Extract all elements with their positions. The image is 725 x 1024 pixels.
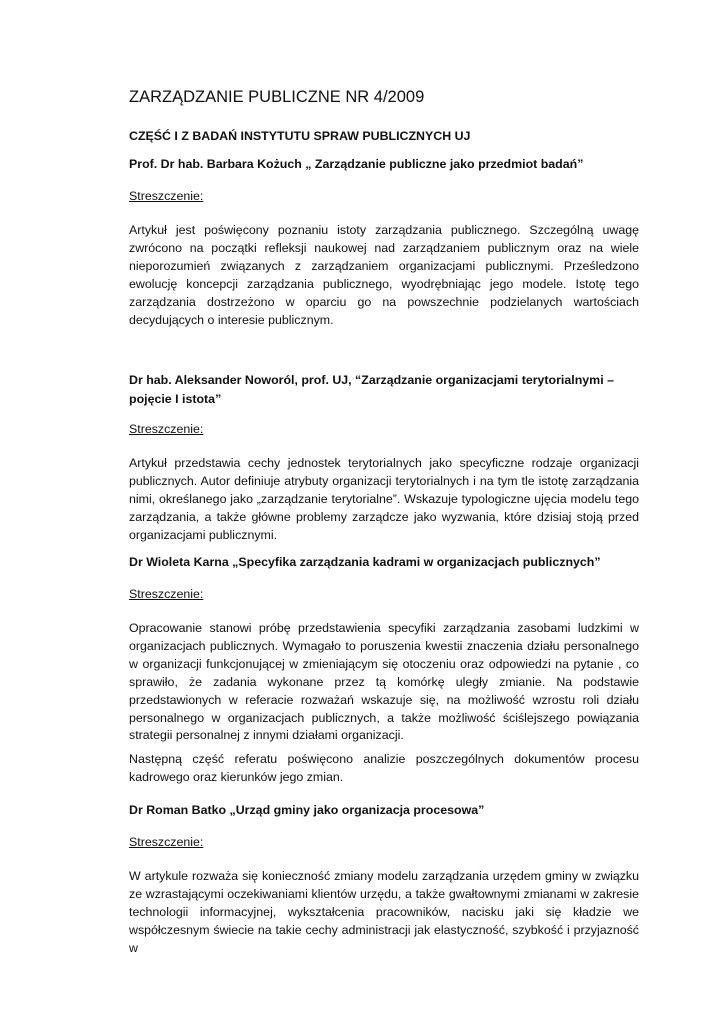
article-3-heading: Dr Wioleta Karna „Specyfika zarządzania kadrami w organizacjach publicznych” — [129, 555, 601, 569]
article-1-summary-label: Streszczenie: — [129, 189, 204, 203]
part-heading: CZĘŚĆ I Z BADAŃ INSTYTUTU SPRAW PUBLICZNYCH UJ — [129, 129, 471, 143]
article-2-summary-text: Artykuł przedstawia cechy jednostek terytorialnych jako specyficzne rodzaje organizacji publicznych. Autor definiuje atrybuty organizacji terytorialnych i na tym tle istotę zarządzania nimi, określanego jako „zarządzanie terytorialne”. Wskazuje typologiczne ujęcia modelu tego zarządzania, a także główne problemy zarządcze jako wyzwania, które dzisiaj stoją przed organizacjami publicznymi. — [129, 456, 639, 542]
article-1-heading: Prof. Dr hab. Barbara Kożuch „ Zarządzanie publiczne jako przedmiot badań” — [129, 157, 584, 171]
article-3-summary-text-1: Opracowanie stanowi próbę przedstawienia specyfiki zarządzania zasobami ludzkimi w organizacjach publicznych. Wymagało to poruszenia kwestii znaczenia działu personalnego w organizacji funkcjonującej w zmieniającym się otoczeniu oraz odpowiedzi na pytanie , co sprawiło, że zadania wykonane przez tą komórkę uległy zmianie. Na podstawie przedstawionych w referacie rozważań wskazuje się, na możliwość wzrostu roli działu personalnego w organizacjach publicznych, a także możliwość ściślejszego powiązania strategii personalnej z innymi działami organizacji. — [129, 621, 639, 743]
article-1-summary-text: Artykuł jest poświęcony poznaniu istoty zarządzania publicznego. Szczególną uwagę zwrócono na początki refleksji naukowej nad zarządzaniem publicznym oraz na wiele nieporozumień związanych z zarządzaniem organizacjami publicznymi. Prześledzono ewolucję koncepcji zarządzania publicznego, wyodrębniając jego modele. Istotę tego zarządzania dostrzeżono w oparciu go na powszechnie podzielanych wartościach decydujących o interesie publicznym. — [129, 223, 639, 327]
article-3-summary-label: Streszczenie: — [129, 587, 204, 601]
document-title: ZARZĄDZANIE PUBLICZNE NR 4/2009 — [129, 88, 425, 106]
article-4-heading: Dr Roman Batko „Urząd gminy jako organizacja procesowa” — [129, 803, 485, 817]
article-3-summary-text-2: Następną część referatu poświęcono analizie poszczególnych dokumentów procesu kadrowego oraz kierunków jego zmian. — [129, 752, 639, 784]
article-2-heading: Dr hab. Aleksander Noworól, prof. UJ, “Zarządzanie organizacjami terytorialnymi – pojęcie I istota” — [129, 373, 614, 406]
article-4-summary-label: Streszczenie: — [129, 835, 204, 849]
article-2-summary-label: Streszczenie: — [129, 422, 204, 436]
article-4-summary-text: W artykule rozważa się konieczność zmiany modelu zarządzania urzędem gminy w związku ze wzrastającymi oczekiwaniami klientów urzędu, a także gwałtownymi zmianami w zakresie technologii informacyjnej, wykształcenia pracowników, nacisku jaki się kładzie we współczesnym świecie na takie cechy administracji jak elastyczność, szybkość i przyjazność w — [129, 869, 639, 955]
